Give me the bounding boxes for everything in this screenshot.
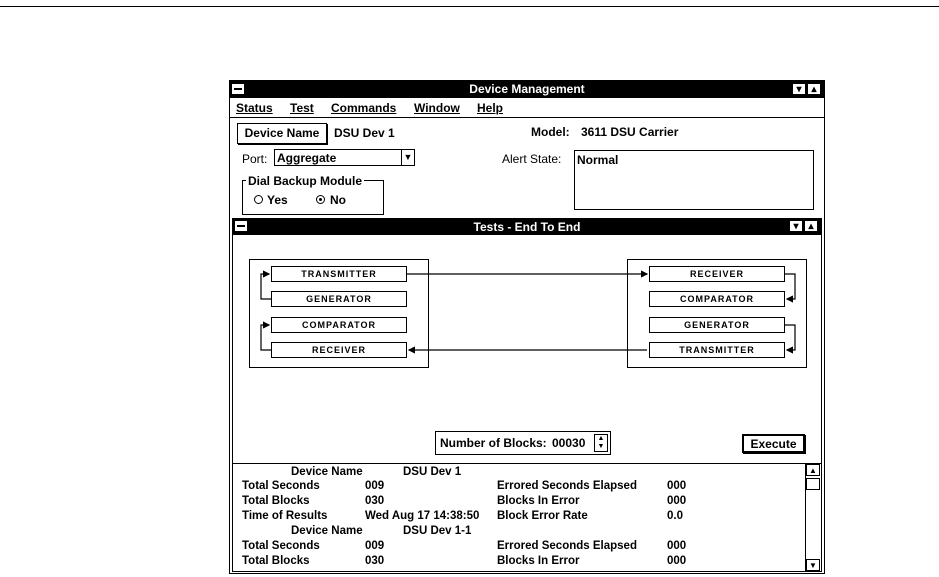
result-label: Time of Results [242, 510, 328, 522]
menu-test[interactable]: Test [290, 101, 314, 115]
result-device-name-label: Device Name [291, 466, 363, 478]
remote-comparator-box: COMPARATOR [649, 291, 785, 307]
remote-generator-box: GENERATOR [649, 317, 785, 333]
port-select[interactable] [274, 149, 415, 166]
tests-maximize-icon[interactable]: ▴ [804, 220, 818, 232]
scrollbar-thumb[interactable] [806, 478, 820, 490]
local-generator-box: GENERATOR [271, 291, 407, 307]
result-label: Total Blocks [242, 555, 310, 567]
results-list[interactable] [233, 463, 821, 572]
result-device-name-value: DSU Dev 1 [403, 466, 462, 478]
local-comparator-box: COMPARATOR [271, 317, 407, 333]
result-value: 030 [365, 555, 385, 567]
dial-backup-no-radio[interactable] [316, 195, 325, 204]
result-label: Total Blocks [242, 495, 310, 507]
result-label: Errored Seconds Elapsed [497, 480, 637, 492]
remote-receiver-box: RECEIVER [649, 266, 785, 282]
result-value: 0.0 [667, 510, 683, 522]
menu-window[interactable]: Window [414, 101, 460, 115]
result-value: 000 [667, 555, 687, 567]
maximize-icon[interactable]: ▴ [807, 83, 821, 95]
device-name-button[interactable]: Device Name [237, 123, 327, 144]
tests-window [232, 218, 822, 572]
menu-help[interactable]: Help [477, 101, 504, 115]
result-device-name-value: DSU Dev 1-1 [403, 525, 472, 537]
local-receiver-box: RECEIVER [271, 342, 407, 358]
port-selected-value: Aggregate [277, 151, 337, 165]
number-of-blocks-control [435, 431, 611, 455]
device-management-window [229, 80, 825, 574]
scroll-up-icon[interactable]: ▲ [806, 464, 820, 476]
number-of-blocks-label: Number of Blocks: [440, 436, 547, 450]
result-label: Total Seconds [242, 540, 320, 552]
system-menu-icon[interactable] [231, 83, 245, 95]
signal-path-diagram [233, 219, 821, 379]
model-value: 3611 DSU Carrier [581, 125, 679, 139]
page-top-rule [0, 6, 939, 7]
result-value: 000 [667, 495, 687, 507]
execute-button[interactable]: Execute [742, 434, 805, 453]
result-value: Wed Aug 17 14:38:50 [365, 510, 480, 522]
dial-backup-label: Dial Backup Module [248, 174, 363, 188]
menu-bar [230, 99, 824, 118]
dial-backup-yes-radio[interactable] [254, 195, 263, 204]
window-titlebar[interactable] [230, 81, 824, 98]
tests-minimize-icon[interactable]: ▾ [789, 220, 803, 232]
result-label: Total Seconds [242, 480, 320, 492]
result-device-name-label: Device Name [291, 525, 363, 537]
menu-status[interactable]: Status [236, 101, 273, 115]
result-label: Blocks In Error [497, 555, 580, 567]
local-transmitter-box: TRANSMITTER [271, 266, 407, 282]
device-name-value: DSU Dev 1 [334, 126, 395, 140]
port-label: Port: [242, 152, 268, 166]
result-value: 009 [365, 540, 385, 552]
minimize-icon[interactable]: ▾ [792, 83, 806, 95]
result-value: 000 [667, 540, 687, 552]
result-value: 009 [365, 480, 385, 492]
dial-backup-yes-label: Yes [267, 193, 288, 207]
results-scrollbar[interactable] [805, 464, 821, 571]
tests-title: Tests - End To End [473, 220, 581, 234]
result-label: Errored Seconds Elapsed [497, 540, 637, 552]
dial-backup-no-label: No [330, 193, 346, 207]
model-label: Model: [531, 125, 570, 139]
menu-commands[interactable]: Commands [331, 101, 397, 115]
result-value: 000 [667, 480, 687, 492]
remote-transmitter-box: TRANSMITTER [649, 342, 785, 358]
dropdown-arrow-icon[interactable]: ▼ [401, 150, 414, 165]
result-label: Block Error Rate [497, 510, 588, 522]
scroll-down-icon[interactable]: ▼ [806, 559, 820, 571]
alert-state-label: Alert State: [502, 152, 562, 166]
alert-state-field[interactable]: Normal [574, 150, 814, 210]
spin-arrows-icon[interactable]: ▲ ▼ [594, 434, 608, 452]
result-label: Blocks In Error [497, 495, 580, 507]
result-value: 030 [365, 495, 385, 507]
number-of-blocks-value[interactable]: 00030 [552, 436, 586, 450]
window-title: Device Management [469, 82, 585, 96]
